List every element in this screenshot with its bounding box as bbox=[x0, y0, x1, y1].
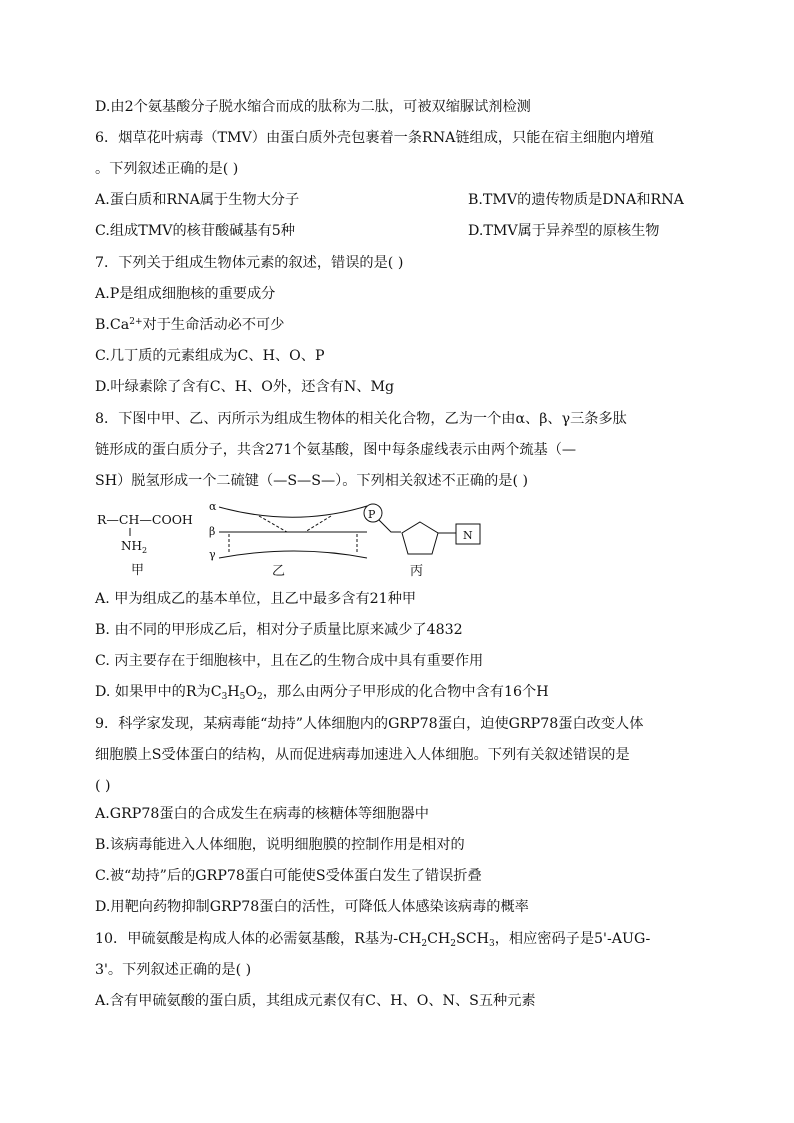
q9-option-c: C.被“劫持”后的GRP78蛋白可能使S受体蛋白发生了错误折叠 bbox=[95, 868, 482, 884]
q10-option-a: A.含有甲硫氨酸的蛋白质，其组成元素仅有C、H、O、N、S五种元素 bbox=[95, 993, 536, 1009]
q7-option-b bbox=[95, 315, 735, 335]
disulfide-bond-2 bbox=[305, 516, 331, 532]
q6-option-b: B.TMV的遗传物质是DNA和RNA bbox=[468, 192, 684, 208]
q8-d-h: H bbox=[227, 684, 240, 700]
q6-option-d: D.TMV属于异养型的原核生物 bbox=[468, 223, 660, 239]
q8-stem-line3: SH）脱氢形成一个二硫键（—S—S—）。下列相关叙述不正确的是( ) bbox=[95, 473, 529, 489]
pentose-sugar bbox=[402, 522, 438, 554]
q8-option-a: A. 甲为组成乙的基本单位，且乙中最多含有21种甲 bbox=[95, 591, 417, 607]
q9-stem-line3: ( ) bbox=[95, 778, 111, 794]
q8-option-d bbox=[95, 682, 735, 702]
q10-ch: CH bbox=[427, 931, 451, 947]
q7-option-b-charge: 2+ bbox=[129, 317, 143, 327]
q7-stem: 7．下列关于组成生物体元素的叙述，错误的是( ) bbox=[95, 255, 404, 271]
disulfide-bond-1 bbox=[259, 516, 287, 532]
q6-option-c: C.组成TMV的核苷酸碱基有5种 bbox=[95, 223, 295, 239]
q6-option-a: A.蛋白质和RNA属于生物大分子 bbox=[95, 192, 300, 208]
q8-option-c: C. 丙主要存在于细胞核中，且在乙的生物合成中具有重要作用 bbox=[95, 653, 484, 669]
q10-sub2: 2 bbox=[450, 939, 457, 949]
chain-alpha-label: α bbox=[209, 500, 217, 513]
amino-acid-formula: R—CH—COOH bbox=[97, 512, 193, 527]
q7-option-b-prefix: B.Ca bbox=[95, 317, 130, 333]
q10-stem-line1 bbox=[95, 929, 735, 949]
q9-stem-line1: 9．科学家发现，某病毒能“劫持”人体细胞内的GRP78蛋白，迫使GRP78蛋白改变人体 bbox=[95, 716, 644, 732]
gamma-chain bbox=[219, 551, 367, 558]
q5-option-d: D.由2个氨基酸分子脱水缩合而成的肽称为二肽，可被双缩脲试剂检测 bbox=[95, 99, 531, 115]
alpha-chain bbox=[219, 506, 367, 517]
q8-figure bbox=[95, 500, 515, 582]
q6-stem-line1: 6．烟草花叶病毒（TMV）由蛋白质外壳包裹着一条RNA链组成，只能在宿主细胞内增殖 bbox=[95, 130, 654, 146]
q8-stem-line2: 链形成的蛋白质分子，共含271个氨基酸，图中每条虚线表示由两个巯基（— bbox=[95, 442, 577, 458]
q9-option-b: B.该病毒能进入人体细胞，说明细胞膜的控制作用是相对的 bbox=[95, 837, 465, 853]
q7-option-d: D.叶绿素除了含有C、H、O外，还含有N、Mg bbox=[95, 379, 395, 395]
q10-sub3: 3 bbox=[488, 939, 495, 949]
amino-group-label: $NH_2$ bbox=[121, 539, 148, 555]
q10-stem-prefix: 10．甲硫氨酸是构成人体的必需氨基酸，R基为-CH bbox=[95, 931, 422, 947]
figure-label-yi: 乙 bbox=[272, 564, 286, 579]
q7-option-b-text: 对于生命活动必不可少 bbox=[142, 317, 285, 333]
q9-option-a: A.GRP78蛋白的合成发生在病毒的核糖体等细胞器中 bbox=[95, 806, 429, 822]
q8-d-o: O bbox=[245, 684, 258, 700]
q9-stem-line2: 细胞膜上S受体蛋白的结构，从而促进病毒加速进入人体细胞。下列有关叙述错误的是 bbox=[95, 747, 630, 763]
figure-label-jia: 甲 bbox=[131, 563, 145, 578]
q8-d-sub2: 5 bbox=[239, 692, 246, 702]
q6-stem-line2: 。下列叙述正确的是( ) bbox=[95, 161, 239, 177]
q7-option-c: C.几丁质的元素组成为C、H、O、P bbox=[95, 348, 325, 364]
q6-options-row2 bbox=[95, 221, 735, 241]
phosphate-label: P bbox=[368, 508, 376, 521]
q8-d-sub1: 3 bbox=[221, 692, 228, 702]
figure-label-bing: 丙 bbox=[410, 564, 424, 579]
q9-option-d: D.用靶向药物抑制GRP78蛋白的活性，可降低人体感染该病毒的概率 bbox=[95, 899, 529, 915]
phosphate-bond bbox=[379, 520, 401, 532]
base-label: N bbox=[463, 529, 473, 542]
q8-stem-line1: 8．下图中甲、乙、丙所示为组成生物体的相关化合物，乙为一个由α、β、γ三条多肽 bbox=[95, 411, 627, 427]
q6-options-row1 bbox=[95, 190, 735, 210]
q8-d-sub3: 2 bbox=[257, 692, 263, 702]
chain-beta-label: β bbox=[209, 525, 216, 538]
q10-stem-line2: 3'。下列叙述正确的是( ) bbox=[95, 962, 252, 978]
q8-option-b: B. 由不同的甲形成乙后，相对分子质量比原来减少了4832 bbox=[95, 622, 463, 638]
chain-gamma-label: γ bbox=[209, 548, 216, 561]
q10-sch: SCH bbox=[456, 931, 489, 947]
q8-d-prefix: D. 如果甲中的R为C bbox=[95, 684, 222, 700]
q7-option-a: A.P是组成细胞核的重要成分 bbox=[95, 286, 276, 302]
q10-stem-suffix: ，相应密码子是5'-AUG- bbox=[494, 931, 651, 947]
q8-d-suffix: ，那么由两分子甲形成的化合物中含有16个H bbox=[262, 684, 549, 700]
q10-sub1: 2 bbox=[421, 939, 428, 949]
